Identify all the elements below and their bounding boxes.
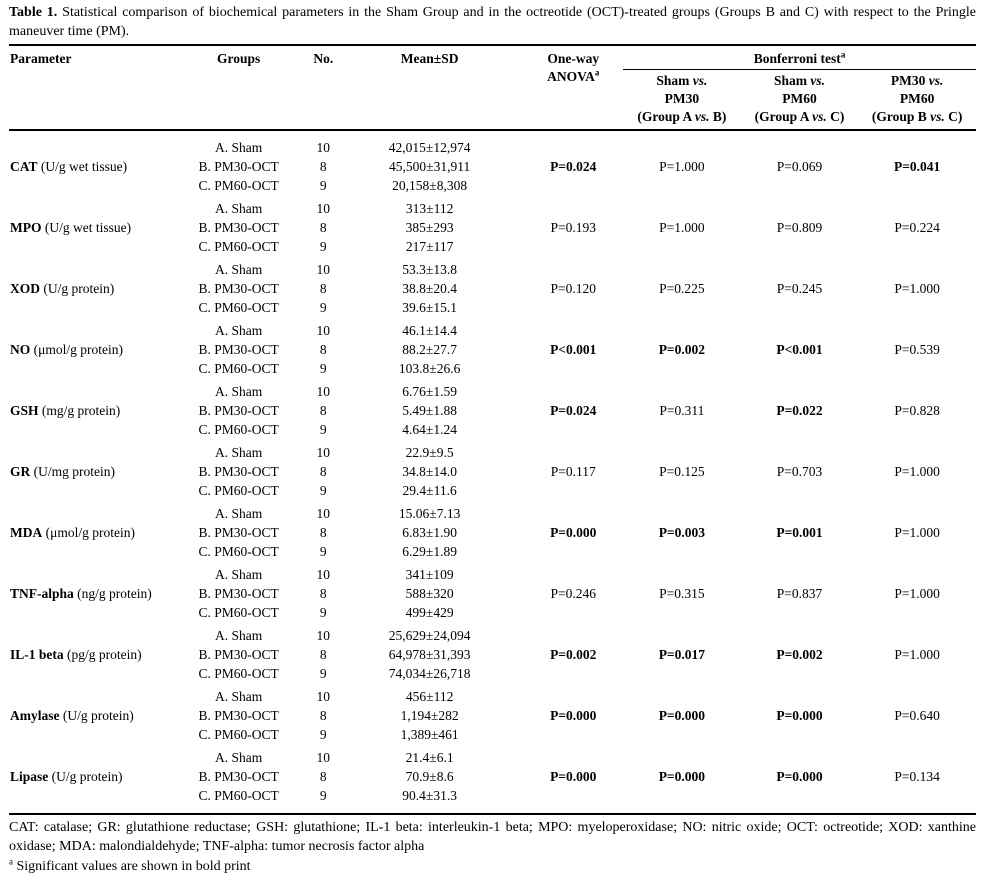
parameter-cell	[9, 645, 188, 664]
p-sham-vs-pm60: P=0.001	[776, 525, 823, 540]
sample-size-b: 8	[319, 403, 327, 418]
bonferroni-footnote-marker: a	[840, 49, 846, 60]
parameter-unit: (U/g wet tissue)	[44, 220, 132, 235]
p-sham-vs-pm60-cell	[741, 462, 859, 481]
mean-sd-c: 4.64±1.24	[402, 422, 457, 437]
group-label-a: A. Sham	[215, 506, 263, 521]
mean-sd-cell	[357, 443, 502, 500]
anova-p-value: P=0.024	[550, 159, 597, 174]
table-row-group	[9, 565, 976, 622]
sample-size-cell	[289, 382, 357, 439]
mean-sd-cell	[357, 565, 502, 622]
mean-sd-cell	[357, 260, 502, 317]
bonferroni-header-group	[623, 50, 976, 126]
mean-sd-b: 5.49±1.88	[402, 403, 457, 418]
mean-sd-b: 588±320	[405, 586, 454, 601]
table-row-group	[9, 260, 976, 317]
mean-sd-a: 6.76±1.59	[402, 384, 457, 399]
p-sham-vs-pm60: P=0.000	[776, 769, 823, 784]
anova-p-value: P=0.000	[550, 708, 597, 723]
mean-sd-c: 20,158±8,308	[392, 178, 468, 193]
p-pm30-vs-pm60-cell	[858, 584, 976, 603]
sample-size-c: 9	[319, 605, 327, 620]
group-label-b: B. PM30-OCT	[198, 464, 279, 479]
p-pm30-vs-pm60-cell	[858, 157, 976, 176]
anova-p-cell	[502, 279, 623, 298]
group-label-a: A. Sham	[215, 567, 263, 582]
sample-size-cell	[289, 199, 357, 256]
table-caption-label: Table 1.	[9, 5, 58, 20]
p-sham-vs-pm30: P=0.002	[658, 342, 706, 357]
p-sham-vs-pm60-cell	[741, 523, 859, 542]
group-label-c: C. PM60-OCT	[198, 666, 279, 681]
group-label-c: C. PM60-OCT	[198, 361, 279, 376]
bonferroni-title: Bonferroni test$^a$	[623, 50, 976, 70]
group-label-c: C. PM60-OCT	[198, 788, 279, 803]
p-sham-vs-pm60: P=0.837	[776, 586, 823, 601]
table-row-group	[9, 687, 976, 744]
parameter-cell	[9, 340, 188, 359]
anova-p-cell	[502, 462, 623, 481]
parameter-cell	[9, 767, 188, 786]
mean-sd-c: 1,389±461	[400, 727, 459, 742]
mean-sd-cell	[357, 687, 502, 744]
mean-sd-a: 21.4±6.1	[405, 750, 454, 765]
p-pm30-vs-pm60: P=1.000	[894, 281, 940, 296]
p-sham-vs-pm30: P=0.003	[658, 525, 706, 540]
p-pm30-vs-pm60-cell	[858, 645, 976, 664]
anova-p-value: P<0.001	[550, 342, 597, 357]
mean-sd-c: 90.4±31.3	[402, 788, 457, 803]
table-row-group	[9, 748, 976, 805]
parameter-name: XOD	[10, 281, 40, 296]
significance-footnote-marker: a	[9, 856, 13, 867]
p-sham-vs-pm30-cell	[623, 523, 741, 542]
p-pm30-vs-pm60: P=0.134	[894, 769, 940, 784]
sample-size-b: 8	[319, 647, 327, 662]
sample-size-c: 9	[319, 422, 327, 437]
table-row-group	[9, 504, 976, 561]
mean-sd-c: 29.4±11.6	[402, 483, 457, 498]
parameter-unit: (U/g wet tissue)	[40, 159, 128, 174]
mean-sd-a: 341±109	[405, 567, 454, 582]
table-caption	[9, 4, 976, 41]
parameter-name: GSH	[10, 403, 39, 418]
group-label-c: C. PM60-OCT	[198, 483, 279, 498]
mean-sd-b: 64,978±31,393	[388, 647, 471, 662]
anova-header-line1: One-way	[547, 51, 600, 66]
group-label-a: A. Sham	[215, 140, 263, 155]
table-header-row	[9, 44, 976, 131]
parameter-cell	[9, 218, 188, 237]
sample-size-cell	[289, 321, 357, 378]
sample-size-c: 9	[319, 178, 327, 193]
groups-cell	[188, 748, 290, 805]
anova-p-cell	[502, 645, 623, 664]
group-label-a: A. Sham	[215, 628, 263, 643]
bonferroni-subheaders	[623, 72, 976, 126]
anova-p-value: P=0.193	[550, 220, 596, 235]
parameter-unit: (pg/g protein)	[67, 647, 142, 662]
p-sham-vs-pm30-cell	[623, 645, 741, 664]
table-caption-text: Statistical comparison of biochemical parameters in the Sham Group and in the octreotide (OCT)-treated groups (Groups B and C) with respect to the Pringle maneuver time (PM).	[9, 5, 977, 39]
p-sham-vs-pm60-cell	[741, 157, 859, 176]
parameter-name: CAT	[10, 159, 38, 174]
groups-cell	[188, 382, 290, 439]
col-header-parameter: Parameter	[10, 51, 72, 66]
p-pm30-vs-pm60: P=0.539	[894, 342, 940, 357]
p-sham-vs-pm30-cell	[623, 401, 741, 420]
col-header-anova	[502, 50, 623, 86]
group-label-a: A. Sham	[215, 750, 263, 765]
table-row-group	[9, 138, 976, 195]
p-pm30-vs-pm60-cell	[858, 462, 976, 481]
abbreviations-note: CAT: catalase; GR: glutathione reductase; GSH: glutathione; IL-1 beta: interleukin-1 beta; MPO: myeloperoxidase; NO: nitric oxide; OCT: octreotide; XOD: xanthine oxidase; MDA: malondialdehyde; TNF-alpha: tumor necrosis factor alpha	[9, 820, 976, 854]
p-sham-vs-pm60: P=0.002	[776, 647, 823, 662]
group-label-b: B. PM30-OCT	[198, 708, 279, 723]
sample-size-b: 8	[319, 220, 327, 235]
mean-sd-a: 46.1±14.4	[402, 323, 457, 338]
p-sham-vs-pm60-cell	[741, 584, 859, 603]
p-pm30-vs-pm60-cell	[858, 279, 976, 298]
parameter-cell	[9, 157, 188, 176]
p-sham-vs-pm60-cell	[741, 401, 859, 420]
groups-cell	[188, 260, 290, 317]
mean-sd-cell	[357, 626, 502, 683]
sample-size-a: 10	[316, 201, 331, 216]
p-sham-vs-pm30: P=0.125	[659, 464, 705, 479]
parameter-name: Amylase	[10, 708, 60, 723]
sample-size-a: 10	[316, 506, 331, 521]
group-label-a: A. Sham	[215, 384, 263, 399]
p-pm30-vs-pm60: P=0.828	[894, 403, 940, 418]
mean-sd-c: 103.8±26.6	[398, 361, 461, 376]
p-sham-vs-pm30: P=1.000	[659, 220, 705, 235]
anova-p-cell	[502, 340, 623, 359]
parameter-name: TNF-alpha	[10, 586, 74, 601]
p-sham-vs-pm30: P=0.000	[658, 708, 706, 723]
anova-p-cell	[502, 218, 623, 237]
p-sham-vs-pm60: P=0.245	[776, 281, 823, 296]
sample-size-c: 9	[319, 544, 327, 559]
parameter-unit: (μmol/g protein)	[45, 525, 135, 540]
sample-size-b: 8	[319, 769, 327, 784]
sample-size-cell	[289, 504, 357, 561]
sample-size-a: 10	[316, 628, 331, 643]
p-sham-vs-pm30-cell	[623, 340, 741, 359]
p-sham-vs-pm30: P=0.225	[659, 281, 705, 296]
group-label-a: A. Sham	[215, 262, 263, 277]
p-sham-vs-pm60: P=0.069	[776, 159, 823, 174]
anova-p-value: P=0.117	[550, 464, 596, 479]
groups-cell	[188, 687, 290, 744]
sample-size-a: 10	[316, 384, 331, 399]
anova-p-value: P=0.024	[550, 403, 597, 418]
anova-p-cell	[502, 157, 623, 176]
p-sham-vs-pm60-cell	[741, 767, 859, 786]
table-row-group	[9, 321, 976, 378]
group-label-c: C. PM60-OCT	[198, 605, 279, 620]
mean-sd-c: 39.6±15.1	[402, 300, 457, 315]
parameter-unit: (U/mg protein)	[33, 464, 115, 479]
sample-size-a: 10	[316, 689, 331, 704]
p-pm30-vs-pm60: P=1.000	[894, 525, 940, 540]
group-label-c: C. PM60-OCT	[198, 422, 279, 437]
mean-sd-cell	[357, 748, 502, 805]
group-label-c: C. PM60-OCT	[198, 727, 279, 742]
mean-sd-cell	[357, 504, 502, 561]
anova-p-value: P=0.246	[550, 586, 596, 601]
groups-cell	[188, 443, 290, 500]
group-label-a: A. Sham	[215, 201, 263, 216]
group-label-b: B. PM30-OCT	[198, 220, 279, 235]
p-sham-vs-pm60-cell	[741, 706, 859, 725]
group-label-a: A. Sham	[215, 689, 263, 704]
anova-p-value: P=0.000	[550, 525, 597, 540]
p-pm30-vs-pm60: P=1.000	[894, 464, 940, 479]
mean-sd-a: 313±112	[405, 201, 454, 216]
sample-size-b: 8	[319, 159, 327, 174]
sample-size-cell	[289, 260, 357, 317]
parameter-unit: (U/g protein)	[62, 708, 134, 723]
col-header-pm30-vs-pm60: PM30 vs. PM60 (Group B vs. C)	[871, 73, 963, 124]
group-label-b: B. PM30-OCT	[198, 281, 279, 296]
groups-cell	[188, 199, 290, 256]
sample-size-cell	[289, 565, 357, 622]
mean-sd-a: 53.3±13.8	[402, 262, 457, 277]
parameter-unit: (ng/g protein)	[77, 586, 152, 601]
sample-size-c: 9	[319, 239, 327, 254]
sample-size-b: 8	[319, 525, 327, 540]
sample-size-c: 9	[319, 666, 327, 681]
mean-sd-a: 15.06±7.13	[398, 506, 461, 521]
group-label-b: B. PM30-OCT	[198, 159, 279, 174]
mean-sd-cell	[357, 321, 502, 378]
sample-size-b: 8	[319, 586, 327, 601]
p-pm30-vs-pm60: P=1.000	[894, 586, 940, 601]
mean-sd-a: 25,629±24,094	[388, 628, 471, 643]
sample-size-c: 9	[319, 788, 327, 803]
group-label-b: B. PM30-OCT	[198, 647, 279, 662]
group-label-b: B. PM30-OCT	[198, 525, 279, 540]
p-pm30-vs-pm60-cell	[858, 401, 976, 420]
p-pm30-vs-pm60-cell	[858, 340, 976, 359]
parameter-cell	[9, 462, 188, 481]
p-pm30-vs-pm60-cell	[858, 767, 976, 786]
anova-p-cell	[502, 584, 623, 603]
p-pm30-vs-pm60: P=1.000	[894, 647, 940, 662]
p-sham-vs-pm30-cell	[623, 218, 741, 237]
mean-sd-b: 385±293	[405, 220, 454, 235]
parameter-cell	[9, 279, 188, 298]
col-header-mean-sd: Mean±SD	[400, 51, 459, 66]
p-pm30-vs-pm60: P=0.224	[894, 220, 940, 235]
p-sham-vs-pm30-cell	[623, 706, 741, 725]
anova-p-cell	[502, 401, 623, 420]
anova-p-cell	[502, 523, 623, 542]
table-row-group	[9, 382, 976, 439]
mean-sd-b: 70.9±8.6	[405, 769, 454, 784]
parameter-unit: (mg/g protein)	[41, 403, 121, 418]
mean-sd-c: 499±429	[405, 605, 454, 620]
parameter-unit: (U/g protein)	[43, 281, 115, 296]
anova-p-cell	[502, 767, 623, 786]
p-sham-vs-pm60-cell	[741, 279, 859, 298]
p-sham-vs-pm60: P=0.000	[776, 708, 823, 723]
anova-footnote-marker: a	[594, 67, 600, 78]
parameter-cell	[9, 706, 188, 725]
sample-size-cell	[289, 443, 357, 500]
mean-sd-c: 217±117	[405, 239, 454, 254]
mean-sd-cell	[357, 199, 502, 256]
table-row-group	[9, 443, 976, 500]
sample-size-cell	[289, 138, 357, 195]
mean-sd-cell	[357, 382, 502, 439]
p-sham-vs-pm60-cell	[741, 218, 859, 237]
p-sham-vs-pm30: P=0.311	[659, 403, 705, 418]
mean-sd-b: 38.8±20.4	[402, 281, 457, 296]
sample-size-a: 10	[316, 140, 331, 155]
sample-size-c: 9	[319, 361, 327, 376]
group-label-a: A. Sham	[215, 323, 263, 338]
group-label-c: C. PM60-OCT	[198, 300, 279, 315]
sample-size-a: 10	[316, 445, 331, 460]
mean-sd-b: 34.8±14.0	[402, 464, 457, 479]
p-sham-vs-pm60: P=0.022	[776, 403, 823, 418]
p-sham-vs-pm30: P=1.000	[659, 159, 705, 174]
footnotes	[9, 818, 976, 876]
p-sham-vs-pm60-cell	[741, 645, 859, 664]
groups-cell	[188, 138, 290, 195]
p-sham-vs-pm30-cell	[623, 767, 741, 786]
p-pm30-vs-pm60: P=0.041	[893, 159, 941, 174]
mean-sd-c: 6.29±1.89	[402, 544, 457, 559]
parameter-name: NO	[10, 342, 31, 357]
p-sham-vs-pm30-cell	[623, 157, 741, 176]
table-row-group	[9, 626, 976, 683]
anova-p-cell	[502, 706, 623, 725]
group-label-b: B. PM30-OCT	[198, 769, 279, 784]
sample-size-c: 9	[319, 483, 327, 498]
parameter-name: IL-1 beta	[10, 647, 64, 662]
p-pm30-vs-pm60-cell	[858, 218, 976, 237]
p-sham-vs-pm30: P=0.000	[658, 769, 706, 784]
sample-size-b: 8	[319, 464, 327, 479]
mean-sd-a: 42,015±12,974	[388, 140, 471, 155]
mean-sd-a: 456±112	[405, 689, 454, 704]
groups-cell	[188, 565, 290, 622]
sample-size-a: 10	[316, 750, 331, 765]
mean-sd-b: 88.2±27.7	[402, 342, 457, 357]
group-label-b: B. PM30-OCT	[198, 586, 279, 601]
group-label-a: A. Sham	[215, 445, 263, 460]
p-sham-vs-pm30: P=0.315	[659, 586, 705, 601]
sample-size-c: 9	[319, 727, 327, 742]
sample-size-b: 8	[319, 342, 327, 357]
group-label-b: B. PM30-OCT	[198, 403, 279, 418]
p-sham-vs-pm30-cell	[623, 462, 741, 481]
table-body	[9, 131, 976, 815]
sample-size-cell	[289, 687, 357, 744]
mean-sd-a: 22.9±9.5	[405, 445, 454, 460]
sample-size-b: 8	[319, 281, 327, 296]
sample-size-cell	[289, 626, 357, 683]
p-pm30-vs-pm60-cell	[858, 706, 976, 725]
mean-sd-b: 1,194±282	[400, 708, 459, 723]
parameter-name: Lipase	[10, 769, 49, 784]
sample-size-c: 9	[319, 300, 327, 315]
anova-p-value: P=0.120	[550, 281, 596, 296]
sample-size-cell	[289, 748, 357, 805]
col-header-no: No.	[313, 51, 334, 66]
p-pm30-vs-pm60: P=0.640	[894, 708, 940, 723]
mean-sd-b: 6.83±1.90	[402, 525, 457, 540]
p-sham-vs-pm30: P=0.017	[658, 647, 706, 662]
sample-size-a: 10	[316, 262, 331, 277]
mean-sd-cell	[357, 138, 502, 195]
anova-p-value: P=0.000	[550, 769, 597, 784]
group-label-b: B. PM30-OCT	[198, 342, 279, 357]
p-sham-vs-pm60: P<0.001	[776, 342, 823, 357]
parameter-cell	[9, 523, 188, 542]
p-sham-vs-pm30-cell	[623, 279, 741, 298]
sample-size-b: 8	[319, 708, 327, 723]
groups-cell	[188, 504, 290, 561]
col-header-groups: Groups	[217, 51, 261, 66]
p-sham-vs-pm60-cell	[741, 340, 859, 359]
parameter-unit: (μmol/g protein)	[33, 342, 123, 357]
parameter-cell	[9, 401, 188, 420]
parameter-unit: (U/g protein)	[51, 769, 123, 784]
data-table	[9, 44, 976, 815]
sample-size-a: 10	[316, 567, 331, 582]
anova-p-value: P=0.002	[550, 647, 597, 662]
parameter-cell	[9, 584, 188, 603]
group-label-c: C. PM60-OCT	[198, 178, 279, 193]
anova-header-line2: ANOVA$^a$	[547, 67, 600, 84]
col-header-sham-vs-pm60: Sham vs. PM60 (Group A vs. C)	[754, 73, 845, 124]
mean-sd-b: 45,500±31,911	[389, 159, 471, 174]
groups-cell	[188, 626, 290, 683]
group-label-c: C. PM60-OCT	[198, 544, 279, 559]
parameter-name: MDA	[10, 525, 43, 540]
parameter-name: GR	[10, 464, 31, 479]
table-row-group	[9, 199, 976, 256]
p-sham-vs-pm30-cell	[623, 584, 741, 603]
p-sham-vs-pm60: P=0.703	[776, 464, 823, 479]
p-sham-vs-pm60: P=0.809	[776, 220, 823, 235]
significance-note: $^a$ Significant values are shown in bold print	[9, 856, 251, 874]
groups-cell	[188, 321, 290, 378]
group-label-c: C. PM60-OCT	[198, 239, 279, 254]
col-header-sham-vs-pm30: Sham vs. PM30 (Group A vs. B)	[637, 73, 727, 124]
mean-sd-c: 74,034±26,718	[388, 666, 471, 681]
sample-size-a: 10	[316, 323, 331, 338]
parameter-name: MPO	[10, 220, 42, 235]
p-pm30-vs-pm60-cell	[858, 523, 976, 542]
